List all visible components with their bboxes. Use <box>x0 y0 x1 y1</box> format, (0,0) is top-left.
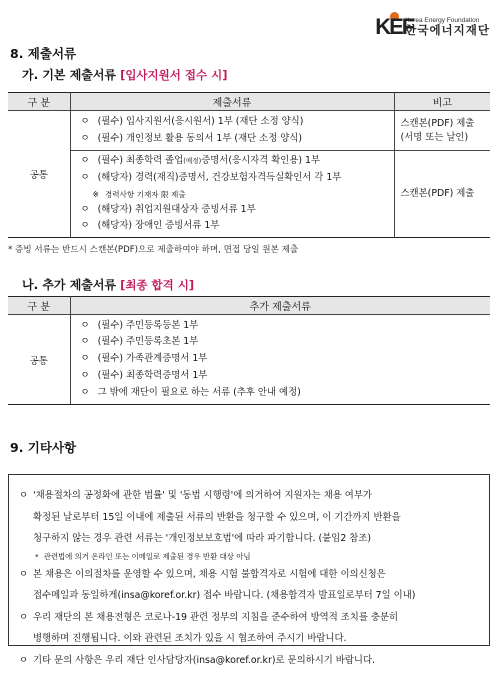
notes-paragraph: ㅇ 기타 문의 사항은 우리 재단 인사담당자(insa@koref.or.kr)로 문의하시기 바랍니다. <box>19 650 481 672</box>
remark-line: 스캔본(PDF) 제출 <box>400 117 475 129</box>
basic-documents-table <box>8 92 490 238</box>
footnote-pdf: * 증빙 서류는 반드시 스캔본(PDF)으로 제출하여야 하며, 면접 당일 원본 제출 <box>8 245 299 255</box>
notes-paragraph: ㅇ 우리 재단의 본 채용전형은 코로나-19 관련 정부의 지침을 준수하여 방역적 조치를 충분히 병행하며 진행됩니다. 이와 관련된 조치가 있을 시 협조하여 주시기 바랍니다. <box>19 607 481 650</box>
table-b-header-documents: 추가 제출서류 <box>70 297 490 315</box>
table-a-block1-remark <box>394 111 490 151</box>
subsection-a-highlight: [입사지원서 접수 시] <box>120 68 228 82</box>
list-note: ※ 경력사항 기재자 限 제출 <box>81 187 394 202</box>
list-item: ㅇ (필수) 주민등록초본 1부 <box>81 334 491 351</box>
additional-documents-table <box>8 296 490 405</box>
subsection-b-title: 나. 추가 제출서류 <box>22 278 117 292</box>
table-b-group-common: 공통 <box>8 315 70 405</box>
subsection-b-highlight: [최종 합격 시] <box>120 278 195 292</box>
koref-logo <box>375 12 490 42</box>
remark-line: (서명 또는 날인) <box>400 131 469 143</box>
list-item: ㅇ (해당자) 장애인 증빙서류 1부 <box>81 218 394 235</box>
logo-english-name: Korea Energy Foundation <box>405 16 480 24</box>
subsection-a-heading <box>22 66 227 83</box>
table-a-header-remarks: 비고 <box>394 93 490 111</box>
table-a-block2-documents <box>70 151 394 238</box>
section-9-title: 9. 기타사항 <box>10 440 77 455</box>
list-item: ㅇ (필수) 최종학력 졸업(예정)증명서(응시자격 확인용) 1부 <box>81 153 394 170</box>
notes-paragraph: ㅇ 본 채용은 이의절차를 운영할 수 있으며, 채용 시험 불합격자로 시험에 대한 이의신청은 접수메일과 동일하게(insa@koref.or.kr) 접수 바랍니다. (채용합격자 발표일로부터 7일 이내) <box>19 564 481 607</box>
koref-logo-mark: KEF <box>375 14 414 39</box>
notes-subnote: * 관련법에 의거 온라인 또는 이메일로 제출된 경우 반환 대상 아님 <box>19 550 481 564</box>
table-a-block1-documents <box>70 111 394 151</box>
list-item: ㅇ (필수) 가족관계증명서 1부 <box>81 351 491 368</box>
subsection-a-title: 가. 기본 제출서류 <box>22 68 117 82</box>
notes-paragraph: ㅇ '채용절차의 공정화에 관한 법률' 및 '동법 시행령'에 의거하여 지원자는 채용 여부가 확정된 날로부터 15일 이내에 제출된 서류의 반환을 청구할 수 있으며, 이 기간까지 반환을 청구하지 않는 경우 관련 서류는 '개인정보보호법'에 따라 파기합니다. (붙임2 참조) <box>19 485 481 550</box>
table-b-documents <box>70 315 490 405</box>
table-b-header-category: 구 분 <box>8 297 70 315</box>
list-item: ㅇ 그 밖에 재단이 필요로 하는 서류 (추후 안내 예정) <box>81 385 491 402</box>
list-item: ㅇ (해당자) 경력(재직)증명서, 건강보험자격득실확인서 각 1부 <box>81 170 394 187</box>
list-item: ㅇ (해당자) 취업지원대상자 증빙서류 1부 <box>81 202 394 219</box>
list-item: ㅇ (필수) 입사지원서(응시원서) 1부 (재단 소정 양식) <box>81 114 394 131</box>
list-item: ㅇ (필수) 최종학력증명서 1부 <box>81 368 491 385</box>
list-item: ㅇ (필수) 주민등록등본 1부 <box>81 318 491 335</box>
other-notes-box <box>8 474 490 666</box>
table-a-header-documents: 제출서류 <box>70 93 394 111</box>
section-8-title: 8. 제출서류 <box>10 46 77 61</box>
subsection-b-heading <box>22 276 194 293</box>
list-item: ㅇ (필수) 개인정보 활용 동의서 1부 (재단 소정 양식) <box>81 131 394 148</box>
logo-korean-name: 한국에너지재단 <box>405 23 490 38</box>
table-a-block2-remark: 스캔본(PDF) 제출 <box>394 151 490 238</box>
table-a-header-category: 구 분 <box>8 93 70 111</box>
table-a-group-common: 공통 <box>8 111 70 238</box>
